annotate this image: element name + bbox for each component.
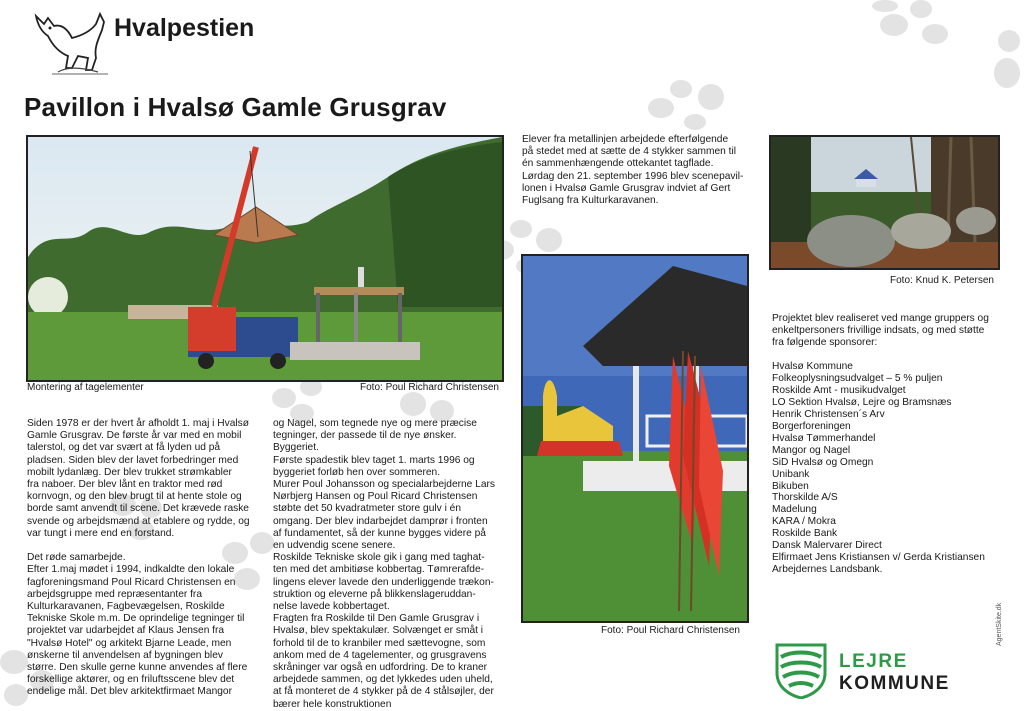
coat-of-arms-icon (773, 643, 829, 699)
photo1-caption-right: Foto: Poul Richard Christensen (360, 382, 499, 393)
sponsor-item: Folkeoplysningsudvalget – 5 % puljen (772, 372, 943, 384)
credit-text: AgentSkite.dk (996, 602, 1003, 646)
sponsor-item: KARA / Mokra (772, 516, 836, 528)
photo2-caption: Foto: Poul Richard Christensen (601, 625, 740, 636)
sponsor-list (772, 361, 1012, 576)
photo-crane-mounting (26, 135, 504, 382)
dog-logo (28, 8, 112, 76)
photo3-caption: Foto: Knud K. Petersen (890, 275, 994, 286)
lejre-kommune-logo (773, 643, 963, 701)
sponsor-item: Roskilde Bank (772, 528, 838, 540)
sponsor-item: SiD Hvalsø og Omegn (772, 456, 874, 468)
sponsor-item: Madelung (772, 504, 817, 516)
sponsor-item: Thorskilde A/S (772, 492, 838, 504)
sponsor-item: Arbejdernes Landsbank. (772, 564, 883, 576)
article-column-2: og Nagel, som tegnede nye og mere præcise tegninger, der passede til de nye ønsker. Byggeriet. Første spadestik blev taget 1. marts 1996 og byggeriet forløb hen over sommeren. Murer Poul Johansson og specialarbejderne Lars Nørbjerg Hansen og Poul Ricard Christensen støbte det 50 kvadratmeter store gulv i én omgang. Der blev indarbejdet damprør i fronten af fundamentet, så der kunne bygges videre på en udvendig scene senere. Roskilde Tekniske skole gik i gang med taghat- ten med det ambitiøse kobbertag. Tømrerafde- lingens elever lavede den underliggende trækon- struktion og eleverne på blikkenslageruddan- nelse lavede kobbertaget. Fragten fra Roskilde til Den Gamle Grusgrav i Hvalsø, blev spektakulær. Solvænget er småt i forhold til de to kranbiler med sættevogne, som ankom med de 4 tagelementer, og grusgravens skråninger var også en udfordring. De to kraner arbejdede sammen, og det lykkedes uden uheld, at få monteret de 4 stykker på de 4 stålsøjler, der bærer hele konstruktionen (273, 418, 495, 710)
sponsor-item: Hvalsø Kommune (772, 361, 853, 372)
sponsors-intro: Projektet blev realiseret ved mange gruppers og enkeltpersoners frivillige indsats, og med støtte fra følgende sponsorer: (772, 313, 989, 349)
sponsor-item: LO Sektion Hvalsø, Lejre og Bramsnæs (772, 396, 952, 408)
sponsor-item: Roskilde Amt - musikudvalget (772, 384, 906, 396)
sponsor-item: Hvalsø Tømmerhandel (772, 432, 876, 444)
sponsor-item: Mangor og Nagel (772, 444, 851, 456)
page-title: Pavillon i Hvalsø Gamle Grusgrav (24, 92, 447, 122)
sponsor-item: Henrik Christensen´s Arv (772, 408, 885, 420)
article-column-3: Elever fra metallinjen arbejdede efterfølgende på stedet med at sætte de 4 stykker sammen til én sammenhængende ottekantet tagflade. Lørdag den 21. september 1996 blev scenepavil- lonen i Hvalsø Gamle Grusgrav indviet af Gert Fuglsang fra Kulturkaravanen. (522, 134, 744, 207)
sponsor-item: Dansk Malervarer Direct (772, 540, 882, 552)
sponsor-item: Unibank (772, 468, 810, 480)
logo-line-1: LEJRE (839, 651, 908, 672)
article-column-1: Siden 1978 er der hvert år afholdt 1. maj i Hvalsø Gamle Grusgrav. De første år var med en mobil talerstol, og det var svært at få lyden ud på pladsen. Siden blev der lavet forbedringer med mobilt lydanlæg. Der blev trukket strømkabler fra naboer. Der blev lånt en traktor med rød kornvogn, og den blev brugt til at hente stole og borde samt anvendt til scene. Det krævede raske svende og arbejdsmænd at etablere og rydde, og var tungt i mere end en forstand. Det røde samarbejde. Efter 1.maj mødet i 1994, indkaldte den lokale fagforeningsmand Poul Ricard Christensen en arbejdsgruppe med repræsentanter fra Kulturkaravanen, Fagbevægelsen, Roskilde Tekniske Skole m.m. De oprindelige tegninger til projektet var udarbejdet af Klaus Jensen fra "Hvalsø Hotel" og arkitekt Bjarne Leade, men ønskerne til anvendelsen af bygningen blev større. Den skulle gerne kunne anvendes af flere forskellige aktører, og en friluftsscene blev det endelige mål. Det blev arkitektfirmaet Mangor (27, 418, 250, 698)
photo-park-rocks (769, 135, 1000, 270)
sponsor-item: Borgerforeningen (772, 420, 851, 432)
photo-pavilion-flags (521, 254, 749, 623)
photo1-caption-left: Montering af tagelementer (27, 382, 144, 393)
sponsor-item: Elfirmaet Jens Kristiansen v/ Gerda Kristiansen (772, 552, 985, 564)
sponsor-item: Bikuben (772, 480, 809, 492)
logo-line-2: KOMMUNE (839, 673, 950, 694)
header-title: Hvalpestien (114, 14, 255, 42)
